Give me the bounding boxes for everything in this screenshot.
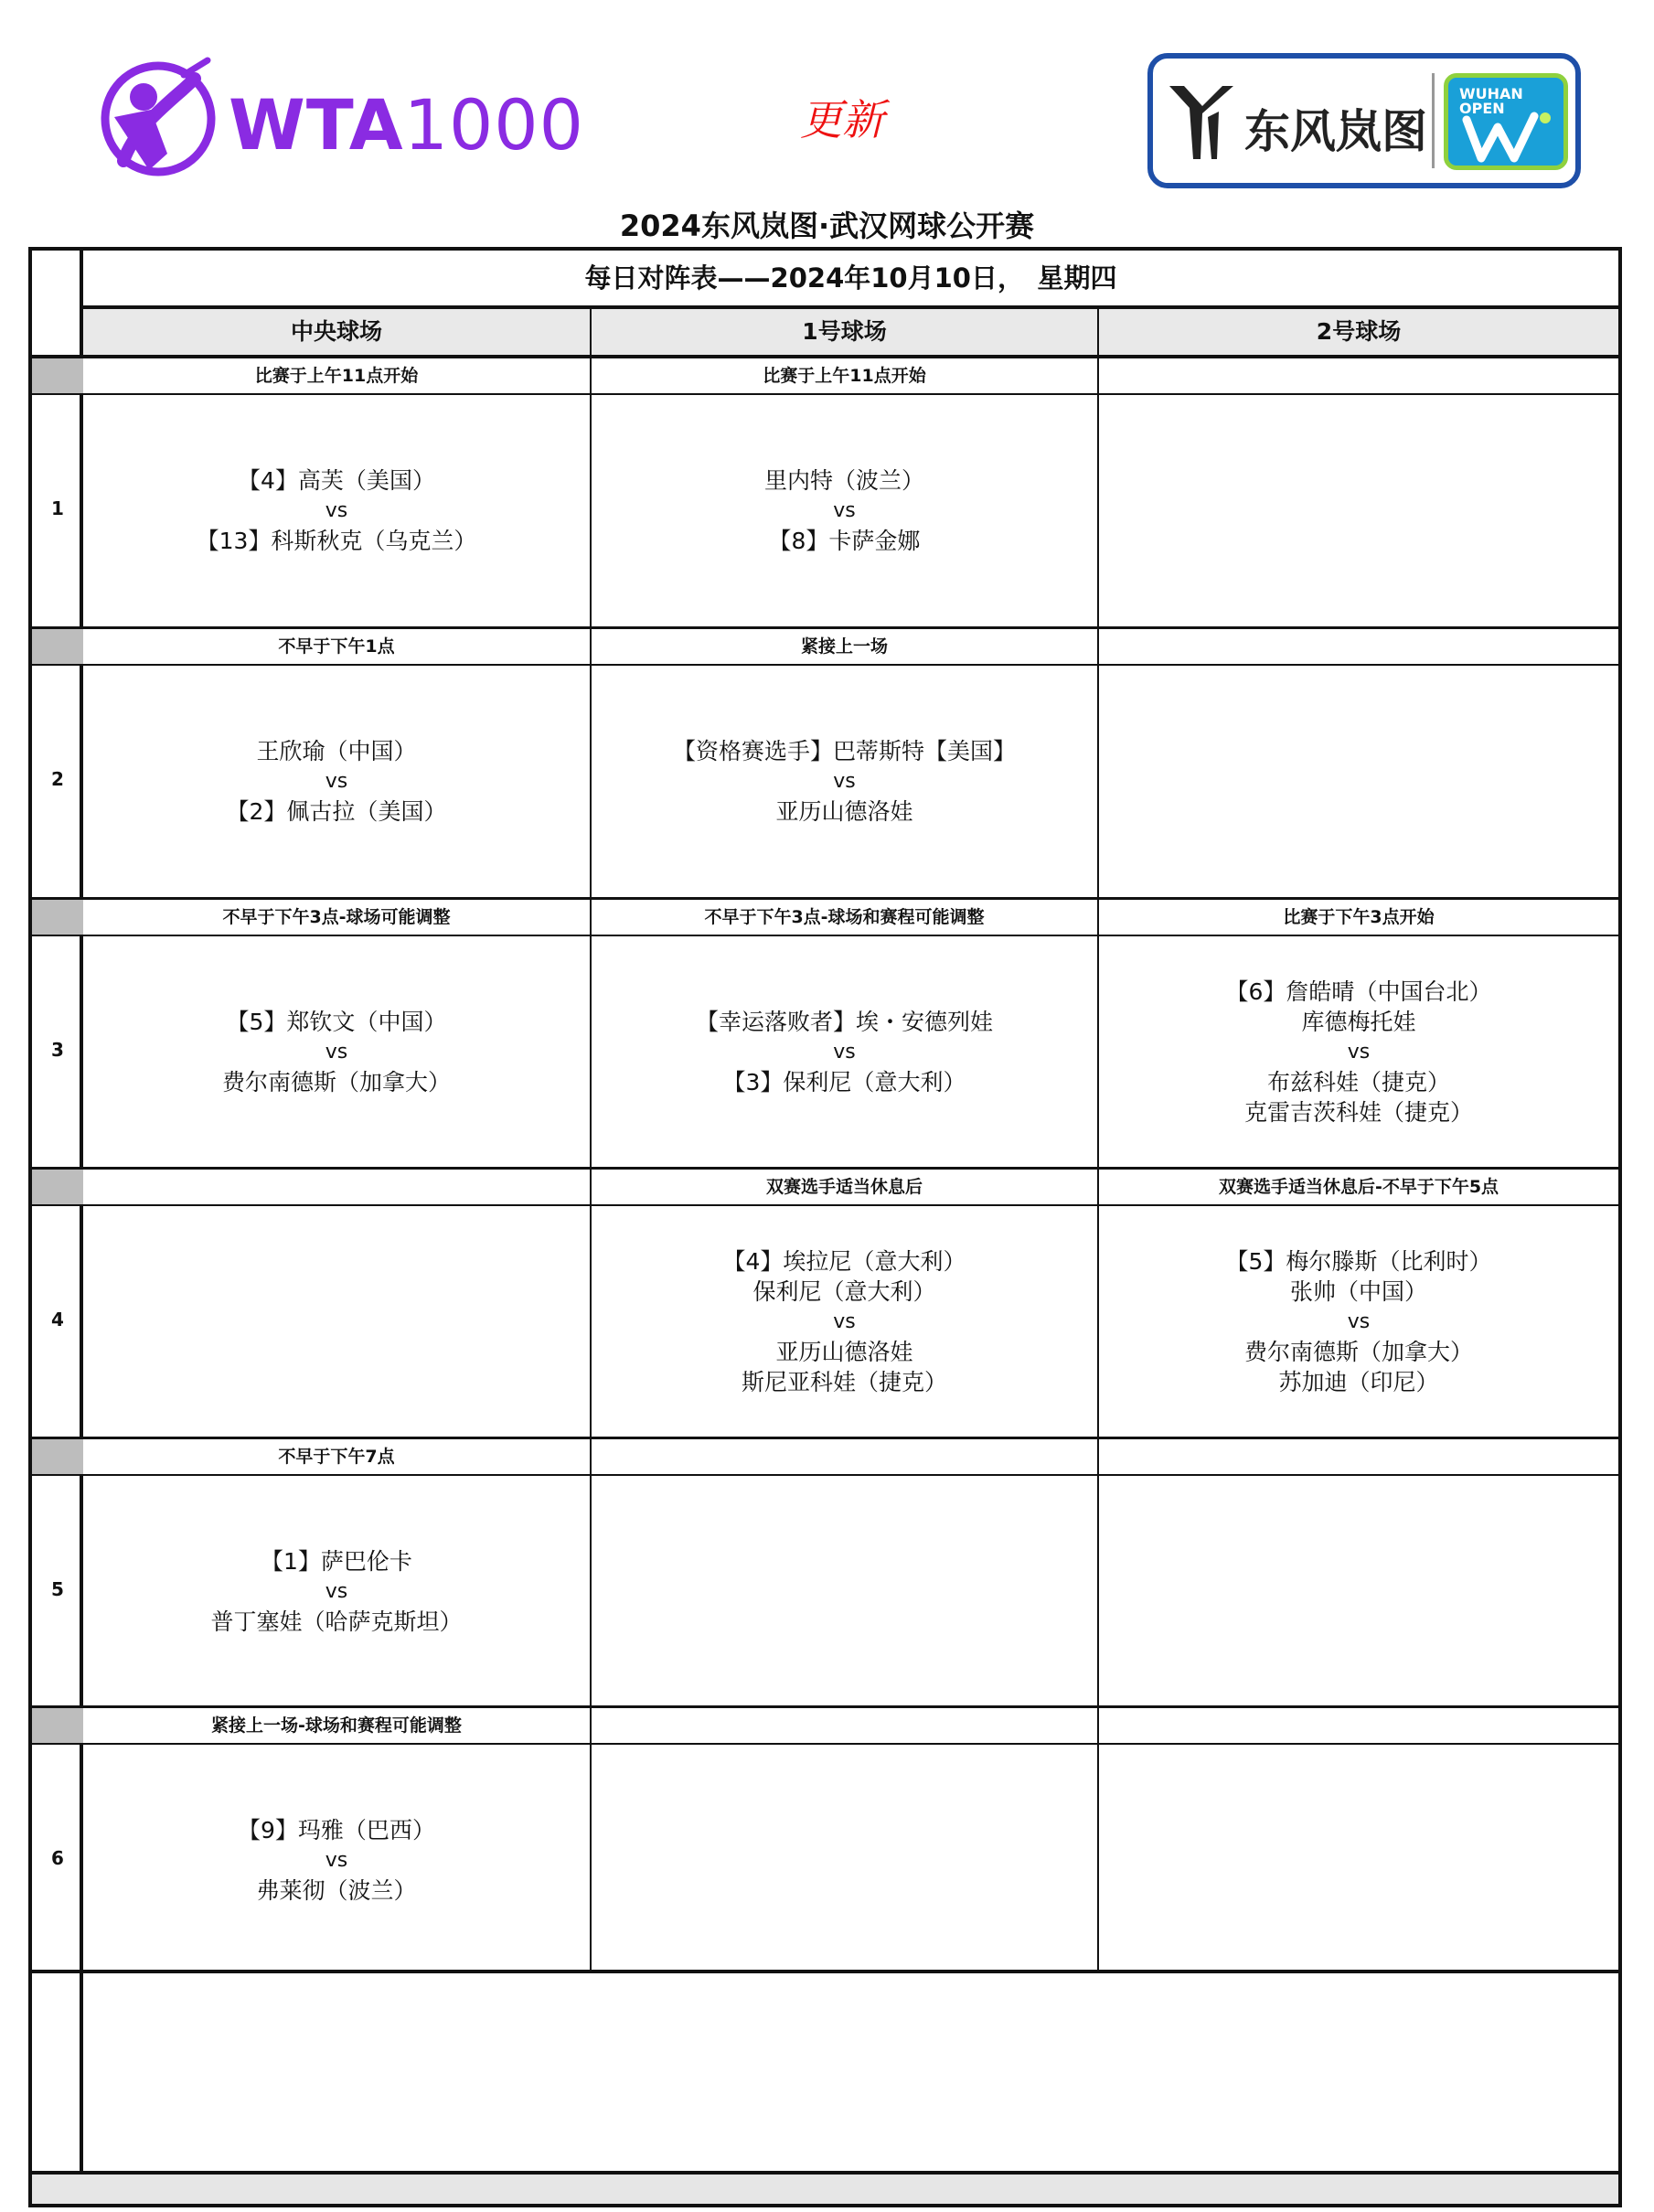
start-time-note — [592, 1439, 1097, 1474]
match-cell — [592, 736, 1097, 827]
slot-note-divider — [32, 393, 1618, 395]
player-name: 【2】佩古拉（美国） — [226, 797, 447, 825]
player-name: 布兹科娃（捷克） — [1266, 1068, 1450, 1095]
match-cell — [83, 1007, 590, 1097]
start-time-note: 双赛选手适当休息后 — [765, 1177, 923, 1197]
start-time-note: 比赛于下午3点开始 — [1283, 907, 1435, 927]
slot-number: 2 — [51, 768, 64, 790]
wta-logo-number: 1000 — [403, 84, 585, 166]
match-cell — [83, 1546, 590, 1637]
wuhan-open-line1: WUHAN — [1459, 85, 1523, 102]
player-name: 费尔南德斯（加拿大） — [1243, 1338, 1473, 1365]
start-time-note: 紧接上一场-球场和赛程可能调整 — [211, 1715, 462, 1736]
slot-number: 1 — [51, 497, 64, 519]
wuhan-open-badge — [1444, 73, 1568, 170]
court-header-center: 中央球场 — [83, 309, 590, 355]
player-name: 【5】郑钦文（中国） — [226, 1008, 447, 1035]
slot-gray-cell — [32, 1439, 83, 1474]
vs-label: vs — [325, 769, 348, 793]
start-time-note — [1099, 1439, 1618, 1474]
footer-strip — [32, 2175, 1618, 2204]
player-name: 王欣瑜（中国） — [256, 737, 417, 764]
player-name: 亚历山德洛娃 — [775, 797, 913, 825]
event-title: 2024东风岚图·武汉网球公开赛 — [619, 208, 1035, 243]
match-cell — [592, 1007, 1097, 1097]
sponsor-name: 东风岚图 — [1244, 105, 1427, 158]
player-name: 【4】埃拉尼（意大利） — [722, 1247, 966, 1275]
vs-label: vs — [325, 1040, 348, 1063]
start-time-note: 不早于下午1点 — [278, 636, 395, 657]
start-time-note — [592, 1708, 1097, 1743]
tennis-player-icon — [96, 53, 224, 181]
slot-note-divider — [32, 1474, 1618, 1476]
slot-gray-cell — [32, 629, 83, 664]
slot-number: 4 — [51, 1309, 64, 1330]
vs-label: vs — [833, 1040, 856, 1063]
vs-label: vs — [325, 1848, 348, 1872]
slot-number: 6 — [51, 1847, 64, 1869]
match-cell — [1099, 977, 1618, 1127]
player-name: 苏加迪（印尼） — [1278, 1368, 1439, 1395]
table-bottom-section-line — [32, 1970, 1618, 1973]
start-time-note: 紧接上一场 — [800, 636, 888, 657]
slot-gray-cell — [32, 900, 83, 935]
slot-number: 5 — [51, 1578, 64, 1600]
start-time-note: 比赛于上午11点开始 — [254, 366, 419, 386]
slot-note-divider — [32, 1204, 1618, 1206]
slot-gray-cell — [32, 1708, 83, 1743]
slot-note-divider — [32, 664, 1618, 666]
player-name: 【3】保利尼（意大利） — [722, 1068, 966, 1095]
player-name: 保利尼（意大利） — [752, 1277, 936, 1305]
vs-label: vs — [325, 498, 348, 522]
match-cell — [1099, 1246, 1618, 1397]
player-name: 弗莱彻（波兰） — [256, 1876, 417, 1904]
slot-number: 3 — [51, 1039, 64, 1061]
match-cell — [592, 465, 1097, 556]
player-name: 【4】高芙（美国） — [238, 466, 435, 494]
start-time-note: 不早于下午3点-球场和赛程可能调整 — [704, 907, 985, 927]
court-header-1: 1号球场 — [592, 309, 1097, 355]
player-name: 【6】詹皓晴（中国台北） — [1225, 978, 1492, 1005]
sponsor-logo — [1147, 53, 1581, 188]
start-time-note — [1099, 1708, 1618, 1743]
player-name: 斯尼亚科娃（捷克） — [741, 1368, 947, 1395]
wuhan-w-icon — [1450, 111, 1560, 166]
start-time-note — [83, 1170, 590, 1204]
wuhan-open-line2: OPEN — [1459, 100, 1505, 117]
player-name: 库德梅托娃 — [1301, 1008, 1416, 1035]
sponsor-divider — [1432, 73, 1435, 168]
day-header: 每日对阵表——2024年10月10日， 星期四 — [584, 262, 1117, 294]
match-cell — [592, 1246, 1097, 1397]
player-name: 张帅（中国） — [1289, 1277, 1427, 1305]
wta-logo-letters: WTA — [229, 84, 404, 166]
player-name: 【9】玛雅（巴西） — [238, 1816, 435, 1843]
player-name: 克雷吉茨科娃（捷克） — [1243, 1098, 1473, 1126]
start-time-note — [1099, 629, 1618, 664]
vs-label: vs — [1347, 1040, 1371, 1063]
vs-label: vs — [1347, 1309, 1371, 1333]
start-time-note: 双赛选手适当休息后-不早于下午5点 — [1218, 1177, 1499, 1197]
slot-note-divider — [32, 935, 1618, 936]
vs-label: vs — [325, 1579, 348, 1603]
player-name: 亚历山德洛娃 — [775, 1338, 913, 1365]
slot-gray-cell — [32, 358, 83, 393]
player-name: 【1】萨巴伦卡 — [261, 1547, 412, 1575]
vs-label: vs — [833, 498, 856, 522]
match-cell — [83, 736, 590, 827]
wta-logo-text — [229, 84, 584, 166]
start-time-note — [1099, 358, 1618, 393]
voyah-mark-icon — [1166, 80, 1239, 163]
match-cell — [83, 465, 590, 556]
player-name: 【资格赛选手】巴蒂斯特【美国】 — [672, 737, 1016, 764]
vs-label: vs — [833, 769, 856, 793]
start-time-note: 比赛于上午11点开始 — [763, 366, 926, 386]
slot-gray-cell — [32, 1170, 83, 1204]
player-name: 里内特（波兰） — [763, 466, 924, 494]
vs-label: vs — [833, 1309, 856, 1333]
player-name: 【13】科斯秋克（乌克兰） — [196, 527, 477, 554]
player-name: 【8】卡萨金娜 — [768, 527, 921, 554]
player-name: 【幸运落败者】埃・安德列娃 — [695, 1008, 993, 1035]
player-name: 普丁塞娃（哈萨克斯坦） — [210, 1608, 463, 1635]
player-name: 【5】梅尔滕斯（比利时） — [1225, 1247, 1492, 1275]
match-cell — [83, 1815, 590, 1906]
player-name: 费尔南德斯（加拿大） — [221, 1068, 451, 1095]
court-header-2: 2号球场 — [1099, 309, 1618, 355]
start-time-note: 不早于下午3点-球场可能调整 — [222, 907, 451, 927]
start-time-note: 不早于下午7点 — [278, 1447, 395, 1467]
slot-note-divider — [32, 1743, 1618, 1745]
update-label: 更新 — [800, 95, 884, 144]
